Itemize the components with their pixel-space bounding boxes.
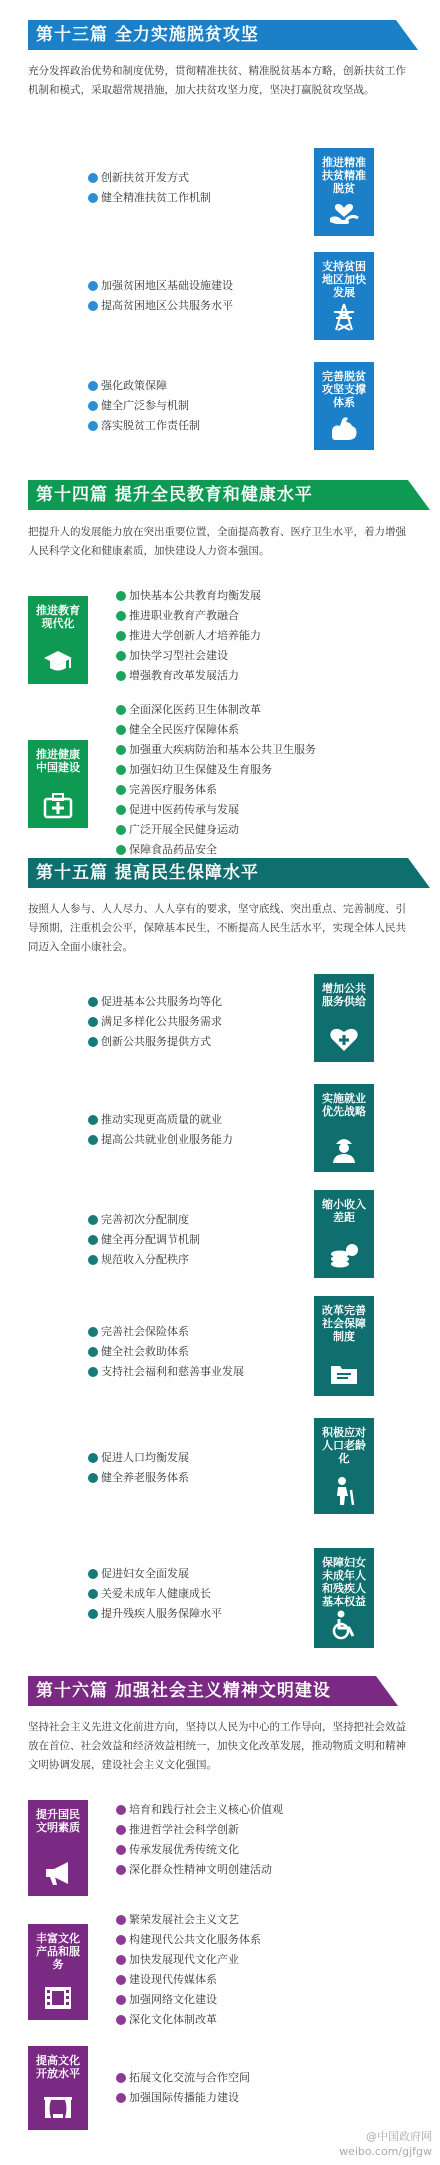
category-box: 推进精准扶贫精准脱贫 (314, 148, 374, 236)
list-item: 推进职业教育产教融合 (116, 606, 261, 626)
list-item: 健全社会救助体系 (88, 1342, 244, 1362)
muscle-arm-icon (328, 412, 360, 442)
list-item: 增强教育改革发展活力 (116, 666, 261, 686)
medical-kit-icon (42, 790, 74, 820)
group-13-2-list (88, 276, 233, 316)
list-item: 完善初次分配制度 (88, 1210, 200, 1230)
list-item: 培育和践行社会主义核心价值观 (116, 1800, 283, 1820)
list-item: 推进大学创新人才培养能力 (116, 626, 261, 646)
category-box: 提高文化开放水平 (28, 2046, 88, 2130)
list-item: 满足多样化公共服务需求 (88, 1012, 222, 1032)
group-15-2-list (88, 1110, 233, 1150)
category-box: 实施就业优先战略 (314, 1084, 374, 1172)
list-item: 关爱未成年人健康成长 (88, 1584, 222, 1604)
section-13-intro: 充分发挥政治优势和制度优势，贯彻精准扶贫、精准脱贫基本方略，创新扶贫工作机制和模式，采取超常规措施，加大扶贫攻坚力度，坚决打赢脱贫攻坚战。 (28, 65, 406, 96)
section-15-intro: 按照人人参与、人人尽力、人人享有的要求，坚守底线、突出重点、完善制度、引导预期，注重机会公平，保障基本民生，不断提高人民生活水平，实现全体人民共同迈入全面小康社会。 (28, 903, 406, 953)
group-16-3-list (116, 2068, 250, 2108)
list-item: 提高贫困地区公共服务水平 (88, 296, 233, 316)
list-item: 加快学习型社会建设 (116, 646, 261, 666)
list-item: 提高公共就业创业服务能力 (88, 1130, 233, 1150)
group-15-6-list (88, 1564, 222, 1624)
section-14-title: 第十四篇 提升全民教育和健康水平 (36, 485, 313, 505)
category-box: 保障妇女未成年人和残疾人基本权益 (314, 1548, 374, 1648)
group-14-1-list (116, 586, 261, 686)
list-item: 繁荣发展社会主义文艺 (116, 1910, 261, 1930)
list-item: 完善社会保险体系 (88, 1322, 244, 1342)
list-item: 健全全民医疗保障体系 (116, 720, 316, 740)
list-item: 加强妇幼卫生保健及生育服务 (116, 760, 316, 780)
section-16-title: 第十六篇 加强社会主义精神文明建设 (36, 1681, 331, 1701)
wheelchair-icon (328, 1610, 360, 1640)
section-13-title: 第十三篇 全力实施脱贫攻坚 (36, 25, 259, 45)
section-15-title: 第十五篇 提高民生保障水平 (36, 863, 259, 883)
list-item: 建设现代传媒体系 (116, 1970, 261, 1990)
list-item: 保障食品药品安全 (116, 840, 316, 860)
list-item: 健全广泛参与机制 (88, 396, 200, 416)
list-item: 深化群众性精神文明创建活动 (116, 1860, 283, 1880)
group-14-2-list (116, 700, 316, 860)
coins-icon (328, 1240, 360, 1270)
list-item: 加快基本公共教育均衡发展 (116, 586, 261, 606)
list-item: 全面深化医药卫生体制改革 (116, 700, 316, 720)
category-box: 提升国民文明素质 (28, 1800, 88, 1896)
list-item: 加强网络文化建设 (116, 1990, 261, 2010)
list-item: 推动实现更高质量的就业 (88, 1110, 233, 1130)
list-item: 落实脱贫工作责任制 (88, 416, 200, 436)
list-item: 规范收入分配秩序 (88, 1250, 200, 1270)
category-box: 推进健康中国建设 (28, 740, 88, 828)
list-item: 支持社会福利和慈善事业发展 (88, 1362, 244, 1382)
list-item: 广泛开展全民健身运动 (116, 820, 316, 840)
heart-plus-icon (328, 1024, 360, 1054)
group-16-1-list (116, 1800, 283, 1880)
group-13-3-list (88, 376, 200, 436)
stage-icon (42, 2094, 74, 2122)
elderly-icon (328, 1476, 360, 1506)
watermark-line-1: @中国政府网 (366, 2130, 432, 2143)
group-16-2-list (116, 1910, 261, 2030)
list-item: 促进妇女全面发展 (88, 1564, 222, 1584)
list-item: 促进人口均衡发展 (88, 1448, 189, 1468)
category-box: 支持贫困地区加快发展 (314, 252, 374, 340)
list-item: 创新公共服务提供方式 (88, 1032, 222, 1052)
category-box: 完善脱贫攻坚支撑体系 (314, 362, 374, 450)
list-item: 加快发展现代文化产业 (116, 1950, 261, 1970)
section-14-banner (28, 480, 408, 510)
section-16-intro: 坚持社会主义先进文化前进方向，坚持以人民为中心的工作导向，坚持把社会效益放在首位、社会效益和经济效益相统一，加快文化改革发展，推动物质文明和精神文明协调发展，建设社会主义文化强国。 (28, 1721, 406, 1771)
list-item: 加强贫困地区基础设施建设 (88, 276, 233, 296)
list-item: 拓展文化交流与合作空间 (116, 2068, 250, 2088)
list-item: 强化政策保障 (88, 376, 200, 396)
folder-icon (328, 1358, 360, 1388)
list-item: 促进基本公共服务均等化 (88, 992, 222, 1012)
group-15-5-list (88, 1448, 189, 1488)
watermark (339, 2129, 432, 2159)
list-item: 健全再分配调节机制 (88, 1230, 200, 1250)
list-item: 促进中医药传承与发展 (116, 800, 316, 820)
list-item: 深化文化体制改革 (116, 2010, 261, 2030)
power-tower-icon (328, 302, 360, 332)
category-box: 增加公共服务供给 (314, 974, 374, 1062)
list-item: 加强国际传播能力建设 (116, 2088, 250, 2108)
list-item: 完善医疗服务体系 (116, 780, 316, 800)
section-14-intro: 把提升人的发展能力放在突出重要位置，全面提高教育、医疗卫生水平，着力增强人民科学文化和健康素质，加快建设人力资本强国。 (28, 526, 406, 557)
list-item: 加强重大疾病防治和基本公共卫生服务 (116, 740, 316, 760)
group-15-4-list (88, 1322, 244, 1382)
list-item: 创新扶贫开发方式 (88, 168, 211, 188)
hands-heart-icon (328, 198, 360, 228)
list-item: 传承发展优秀传统文化 (116, 1840, 283, 1860)
worker-icon (328, 1134, 360, 1164)
section-15-banner (28, 858, 408, 888)
group-15-1-list (88, 992, 222, 1052)
category-box: 改革完善社会保障制度 (314, 1296, 374, 1396)
category-box: 缩小收入差距 (314, 1190, 374, 1278)
category-box: 丰富文化产品和服务 (28, 1924, 88, 2020)
graduation-cap-icon (42, 646, 74, 676)
list-item: 构建现代公共文化服务体系 (116, 1930, 261, 1950)
section-13-banner (28, 20, 396, 50)
list-item: 健全养老服务体系 (88, 1468, 189, 1488)
group-13-1-list (88, 168, 211, 208)
list-item: 健全精准扶贫工作机制 (88, 188, 211, 208)
list-item: 推进哲学社会科学创新 (116, 1820, 283, 1840)
list-item: 提升残疾人服务保障水平 (88, 1604, 222, 1624)
category-box: 推进教育现代化 (28, 596, 88, 684)
group-15-3-list (88, 1210, 200, 1270)
film-icon (42, 1982, 74, 2012)
category-box: 积极应对人口老龄化 (314, 1418, 374, 1514)
section-16-banner (28, 1676, 376, 1706)
watermark-line-2: weibo.com/gjfgw (339, 2145, 432, 2158)
megaphone-icon (42, 1858, 74, 1888)
